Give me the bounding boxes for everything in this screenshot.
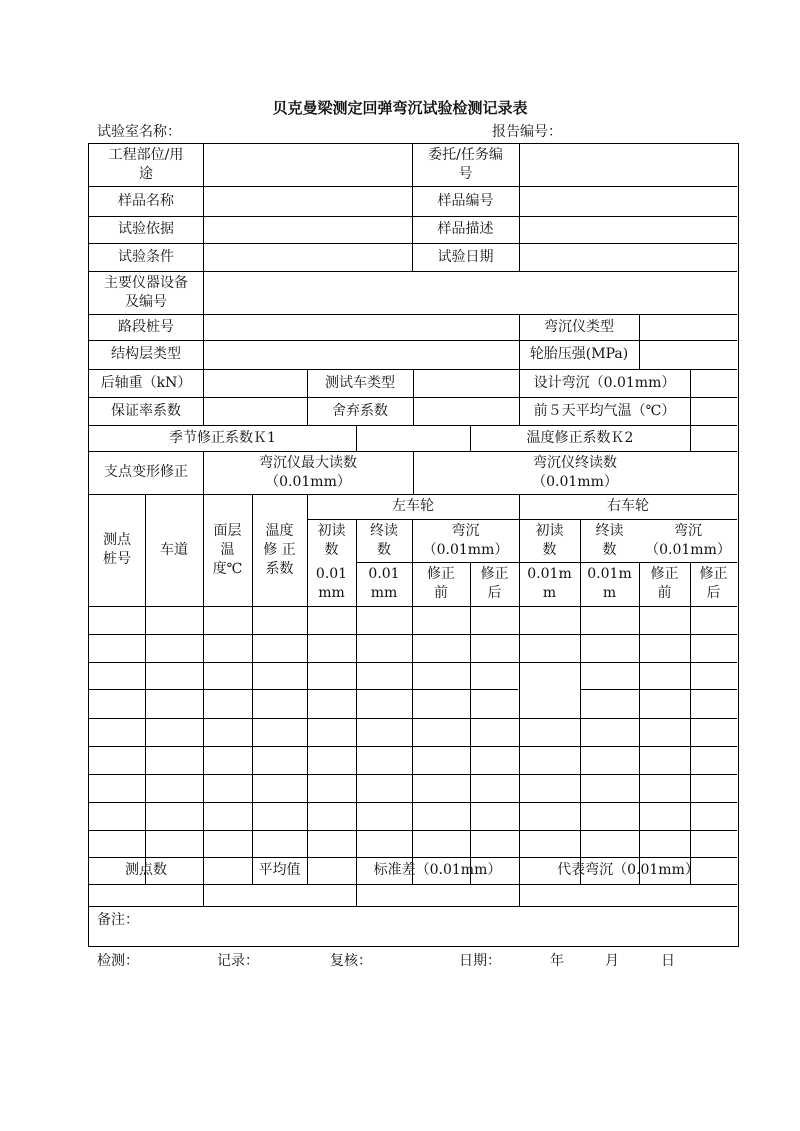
table-rule (203, 144, 204, 271)
support-correction-label: 支点变形修正 (104, 464, 188, 480)
axle-load-label: 后轴重（kN） (100, 374, 192, 391)
lab-name-label: 试验室名称： (97, 124, 181, 140)
deflectometer-type-label: 弯沉仪类型 (544, 318, 614, 335)
table-rule (89, 906, 737, 907)
temp-coef-label: 温度修正系数Ｋ2 (526, 429, 634, 446)
right-deflection-header: 弯沉 （0.01mm） (645, 522, 731, 558)
table-rule (639, 562, 640, 884)
record-sheet (88, 143, 739, 947)
project-part-label: 工程部位/用 途 (108, 147, 184, 182)
left-after-correction-header: 修正 后 (480, 566, 509, 601)
table-rule (519, 144, 520, 271)
table-rule (690, 562, 691, 884)
discard-coef-label: 舍弃系数 (332, 402, 388, 419)
left-deflection-header: 弯沉 （0.01mm） (422, 522, 509, 558)
sample-desc-label: 样品描述 (437, 221, 494, 237)
test-condition-label: 试验条件 (118, 248, 174, 265)
table-rule (690, 425, 691, 451)
right-initial-unit: 0.01m m (527, 566, 572, 601)
test-basis-label: 试验依据 (118, 221, 174, 237)
guarantee-coef-label: 保证率系数 (111, 402, 181, 419)
left-final-unit: 0.01 mm (368, 566, 400, 601)
std-label: 标准差（0.01mm） (373, 862, 502, 878)
lane-col-header: 车道 (160, 541, 188, 558)
table-rule (690, 369, 691, 425)
report-no-label: 报告编号： (492, 124, 562, 140)
sample-name-label: 样品名称 (118, 192, 174, 209)
table-rule (203, 271, 204, 314)
day-label: 日 (661, 953, 675, 969)
table-rule (203, 314, 204, 369)
table-rule (413, 369, 414, 425)
sample-no-label: 样品编号 (437, 192, 494, 209)
right-initial-header: 初读 数 (535, 522, 564, 558)
design-deflection-label: 设计弯沉（0.01mm） (533, 374, 676, 391)
mean-label: 平均值 (258, 862, 301, 878)
month-label: 月 (605, 953, 619, 969)
test-date-label: 试验日期 (437, 248, 494, 265)
right-final-unit: 0.01m m (587, 566, 632, 601)
tire-pressure-label: 轮胎压强(MPa) (529, 346, 629, 362)
right-final-header: 终读 数 (595, 522, 624, 558)
table-rule (470, 562, 471, 884)
page-title: 贝克曼梁测定回弹弯沉试验检测记录表 (272, 99, 528, 117)
left-wheel-header: 左车轮 (392, 498, 434, 514)
left-final-header: 终读 数 (370, 522, 398, 558)
station-label: 路段桩号 (118, 318, 174, 335)
right-after-correction-header: 修正 后 (699, 566, 728, 601)
point-count-label: 测点数 (125, 862, 167, 878)
entrust-no-label: 委托/任务编 号 (428, 147, 503, 182)
layer-type-label: 结构层类型 (111, 346, 181, 362)
right-wheel-header: 右车轮 (607, 498, 649, 514)
representative-deflection-label: 代表弯沉（0.01mm） (557, 862, 699, 878)
table-rule (356, 425, 357, 451)
test-vehicle-type-label: 测试车类型 (325, 374, 395, 391)
left-before-correction-header: 修正 前 (427, 566, 455, 601)
final-reading-label: 弯沉仪终读数 （0.01mm） (532, 454, 618, 490)
tester-label: 检测： (97, 953, 139, 969)
temp-corr-col-header: 温度 修 正 系数 (263, 522, 296, 577)
left-initial-header: 初读 数 (317, 522, 346, 558)
max-reading-label: 弯沉仪最大读数 （0.01mm） (259, 454, 357, 490)
season-coef-label: 季节修正系数Ｋ1 (169, 429, 276, 446)
left-initial-unit: 0.01 mm (315, 566, 348, 601)
surface-temp-col-header: 面层 温 度℃ (212, 522, 243, 577)
table-rule (639, 314, 640, 369)
right-before-correction-header: 修正 前 (650, 566, 679, 601)
avg-temp-label: 前５天平均气温（℃） (533, 402, 676, 419)
year-label: 年 (550, 953, 564, 969)
table-rule (89, 689, 518, 690)
remark-label: 备注： (97, 912, 139, 928)
date-label: 日期： (459, 953, 501, 969)
table-rule (580, 689, 737, 690)
reviewer-label: 复核： (330, 953, 372, 969)
instruments-label: 主要仪器设备 及编号 (104, 274, 188, 310)
table-rule (203, 369, 204, 425)
station-col-header: 测点 桩号 (103, 532, 131, 567)
recorder-label: 记录： (217, 953, 259, 969)
table-rule (89, 884, 737, 885)
